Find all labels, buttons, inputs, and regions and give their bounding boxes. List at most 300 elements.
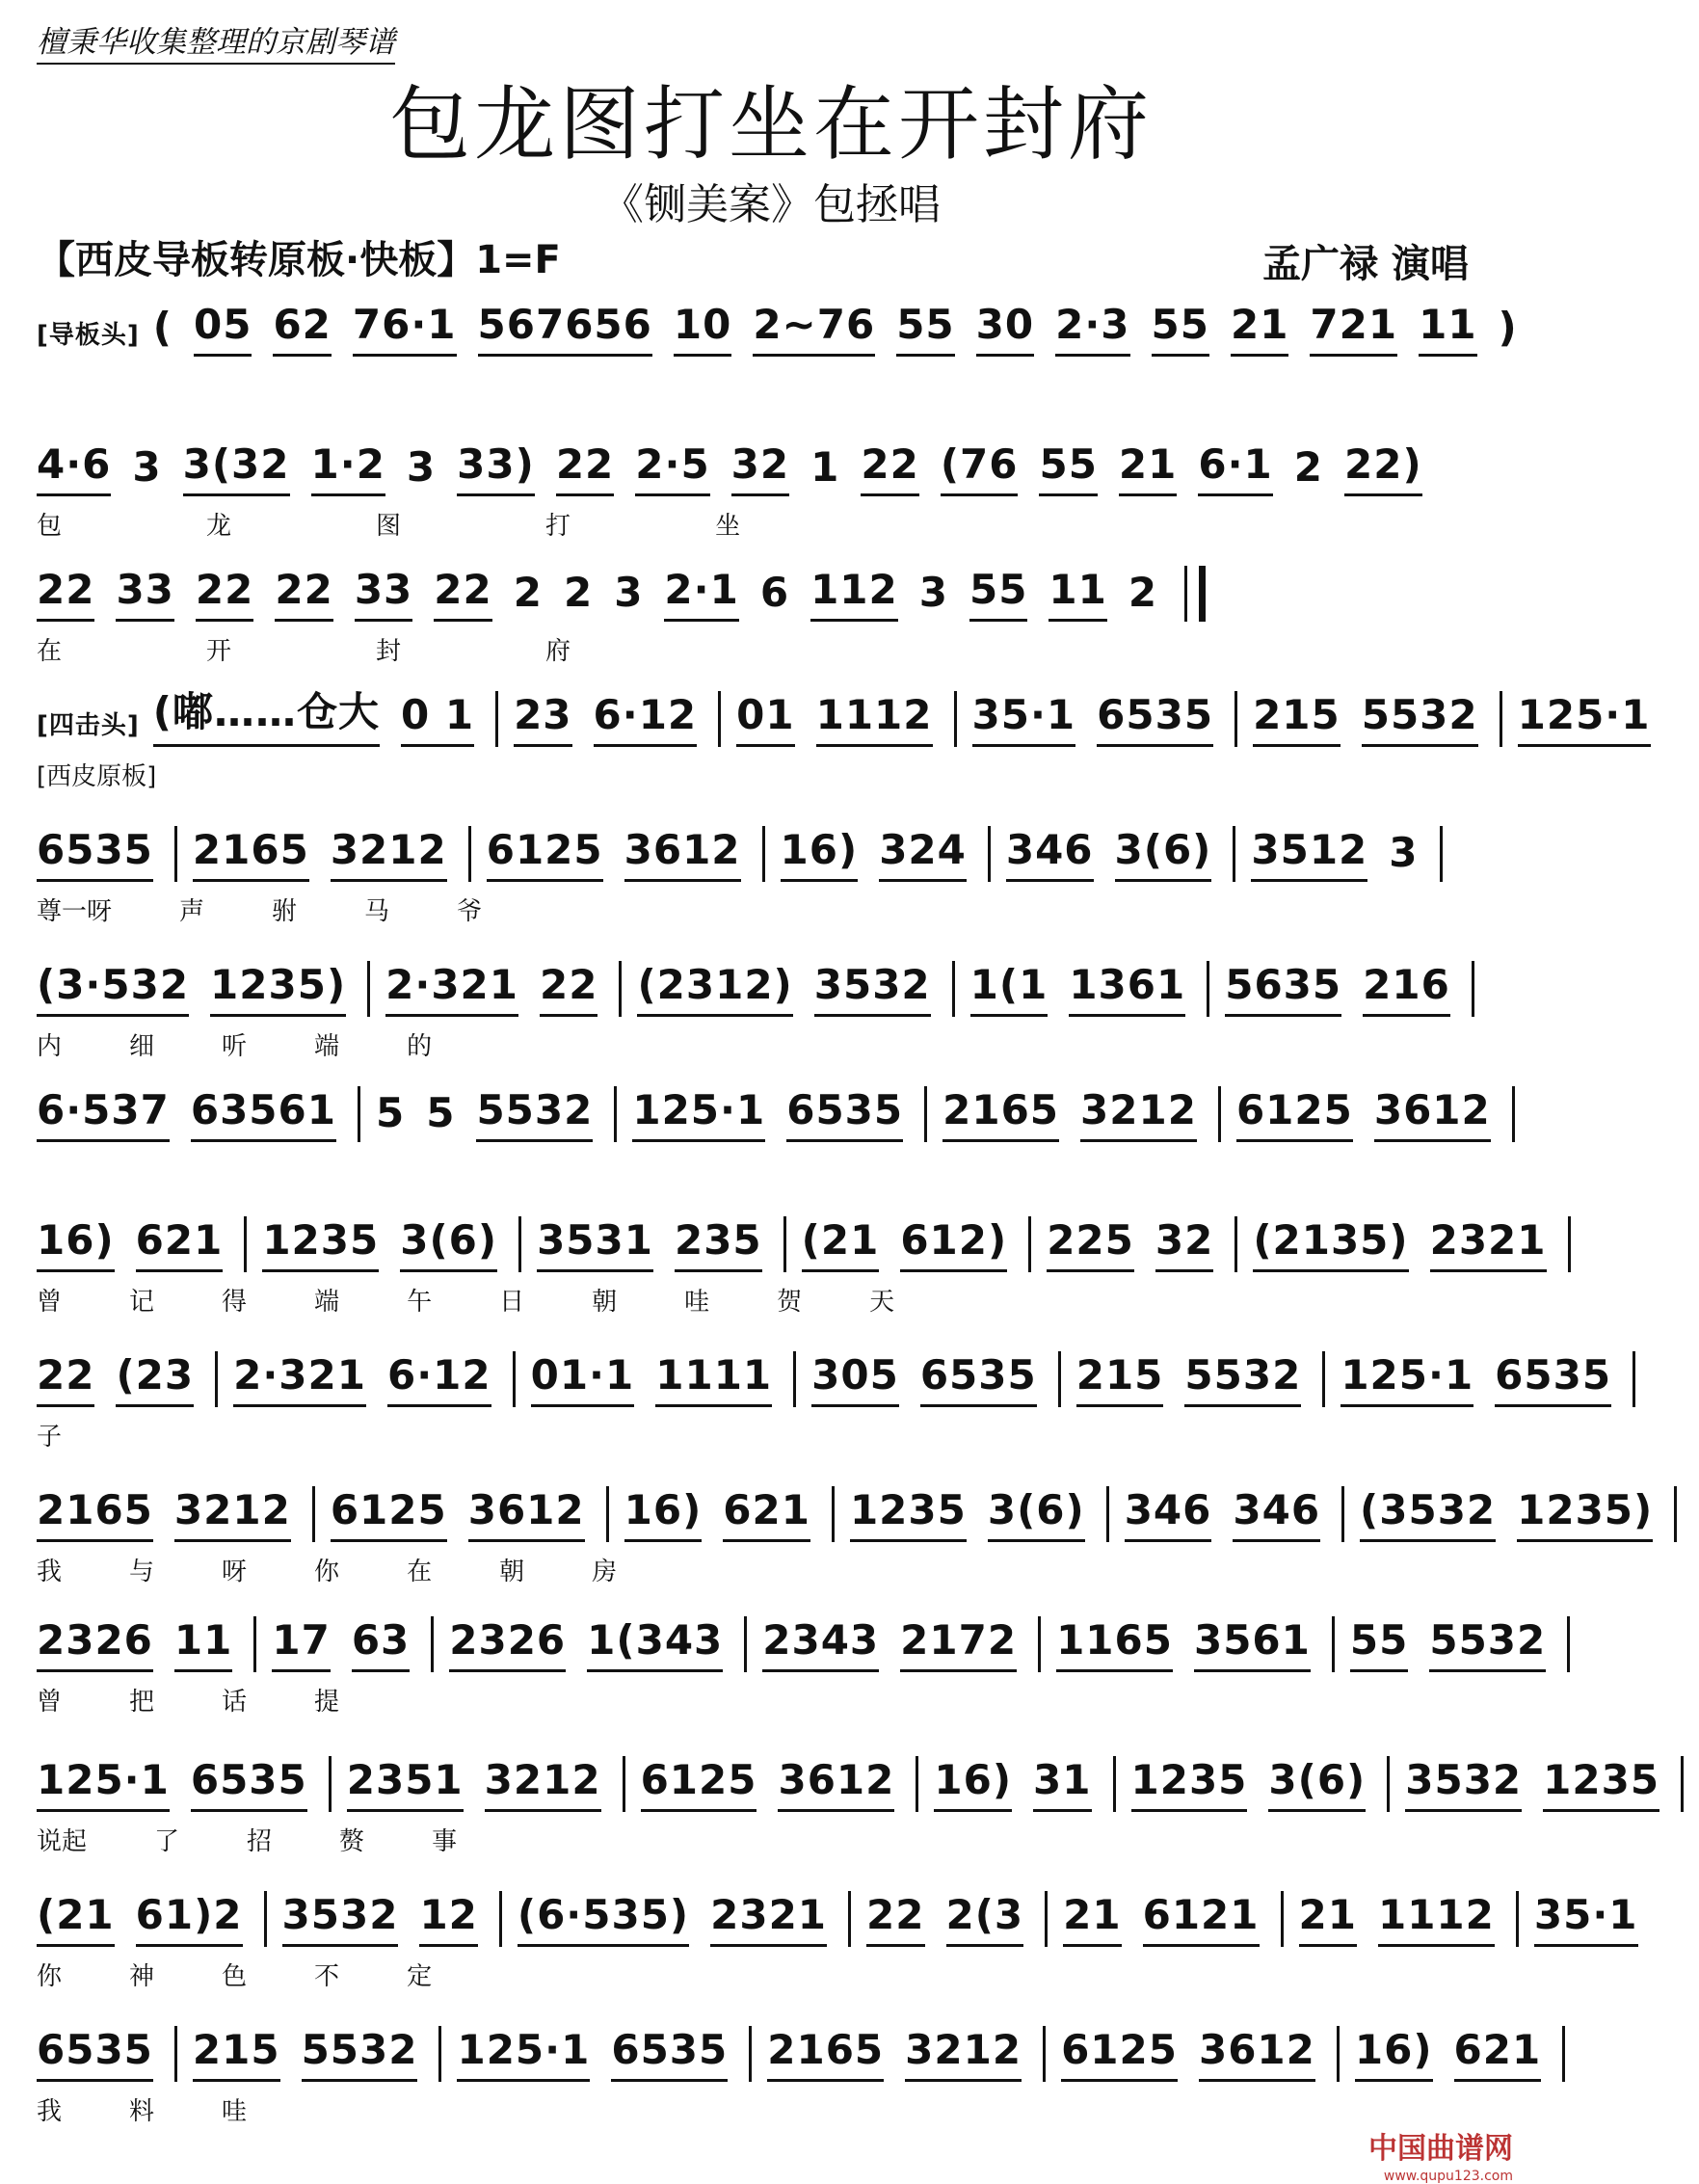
lyric-syllable: 细 bbox=[129, 1032, 155, 1061]
note-group: 235 bbox=[675, 1216, 762, 1272]
lyrics-line bbox=[37, 757, 224, 792]
barline bbox=[244, 1216, 247, 1272]
note-group: 6·12 bbox=[387, 1351, 491, 1407]
note-group: 6125 bbox=[487, 826, 603, 882]
note-group: 22 bbox=[275, 566, 332, 622]
barline bbox=[1113, 1756, 1116, 1812]
note-group: 55 bbox=[969, 566, 1027, 622]
note-group: 01 bbox=[736, 691, 794, 747]
barline bbox=[1500, 691, 1502, 747]
note-group: 6 bbox=[759, 569, 790, 616]
note-group: (23 bbox=[116, 1351, 194, 1407]
lyric-syllable: 曾 bbox=[37, 1288, 63, 1317]
note-group: 612) bbox=[900, 1216, 1007, 1272]
note-group: 16) bbox=[781, 826, 859, 882]
lyrics-line bbox=[37, 1682, 407, 1718]
lyric-syllable: 封 bbox=[376, 637, 402, 666]
notation-line bbox=[37, 679, 1672, 747]
note-group: 21 bbox=[1299, 1891, 1357, 1947]
note-group: 3612 bbox=[778, 1756, 894, 1812]
lyric-syllable: 的 bbox=[407, 1032, 433, 1061]
note-group: 1235 bbox=[1543, 1756, 1659, 1812]
note-group: 1235 bbox=[1131, 1756, 1248, 1812]
note-group: 5532 bbox=[1429, 1616, 1546, 1672]
barline bbox=[253, 1616, 256, 1672]
note-group: 6125 bbox=[641, 1756, 757, 1812]
notation-line bbox=[37, 554, 1206, 622]
lyric-syllable: 爷 bbox=[457, 897, 483, 926]
note-group: (3·532 bbox=[37, 961, 189, 1017]
lyric-syllable: 午 bbox=[407, 1288, 433, 1317]
barline bbox=[718, 691, 721, 747]
note-group: 1(343 bbox=[587, 1616, 723, 1672]
note-group: 3612 bbox=[1199, 2026, 1315, 2082]
lyrics-line bbox=[37, 631, 715, 667]
note-group: 12 bbox=[419, 1891, 477, 1947]
barline bbox=[1332, 1616, 1335, 1672]
note-group: 2 bbox=[1128, 569, 1158, 616]
barline bbox=[431, 1616, 434, 1672]
note-group: 3212 bbox=[1080, 1086, 1197, 1142]
note-group: 3 bbox=[406, 443, 437, 491]
note-group: 2343 bbox=[762, 1616, 879, 1672]
note-group: 125·1 bbox=[457, 2026, 590, 2082]
barline bbox=[1633, 1351, 1635, 1407]
lyrics-line bbox=[37, 1552, 684, 1587]
lyric-syllable: 内 bbox=[37, 1032, 63, 1061]
note-group: 1235) bbox=[210, 961, 346, 1017]
note-group: 3212 bbox=[485, 1756, 601, 1812]
barline bbox=[952, 961, 955, 1017]
page-title: 包龙图打坐在开封府 bbox=[388, 77, 1153, 172]
barline bbox=[848, 1891, 851, 1947]
barline bbox=[793, 1351, 796, 1407]
lyric-syllable: 哇 bbox=[684, 1288, 710, 1317]
lyric-syllable: 记 bbox=[129, 1288, 155, 1317]
barline bbox=[1516, 1891, 1519, 1947]
barline bbox=[1337, 2026, 1340, 2082]
note-group: 2·321 bbox=[385, 961, 518, 1017]
lyrics-line bbox=[37, 1282, 962, 1318]
barline bbox=[1207, 961, 1209, 1017]
note-group: 63561 bbox=[191, 1086, 336, 1142]
note-group: 76·1 bbox=[353, 301, 457, 357]
barline bbox=[1058, 1351, 1061, 1407]
lyric-syllable: 得 bbox=[222, 1288, 248, 1317]
notation-line bbox=[37, 1605, 1585, 1672]
notation-line bbox=[37, 429, 1444, 496]
barline bbox=[1234, 1216, 1237, 1272]
note-group: 1235 bbox=[850, 1486, 967, 1542]
note-group: 6535 bbox=[611, 2026, 728, 2082]
note-group: 6121 bbox=[1143, 1891, 1260, 1947]
note-group: 33 bbox=[116, 566, 173, 622]
barline bbox=[1218, 1086, 1221, 1142]
note-group: (21 bbox=[802, 1216, 880, 1272]
barline bbox=[783, 1216, 786, 1272]
note-group: 22 bbox=[37, 566, 94, 622]
barline bbox=[1106, 1486, 1109, 1542]
lyric-syllable: 提 bbox=[314, 1688, 340, 1717]
note-group: 3612 bbox=[1374, 1086, 1491, 1142]
note-group: 125·1 bbox=[632, 1086, 765, 1142]
barline bbox=[606, 1486, 609, 1542]
lyrics-line bbox=[37, 1957, 499, 1992]
note-group: 22 bbox=[540, 961, 597, 1017]
lyric-syllable: 端 bbox=[314, 1032, 340, 1061]
barline bbox=[1674, 1486, 1677, 1542]
lyrics-line bbox=[37, 2091, 314, 2127]
barline bbox=[1234, 691, 1237, 747]
notation-line bbox=[37, 1075, 1530, 1142]
notation-line bbox=[37, 949, 1490, 1017]
barline bbox=[1681, 1756, 1684, 1812]
barline bbox=[438, 2026, 441, 2082]
lyric-syllable: 哇 bbox=[222, 2097, 248, 2126]
barline bbox=[312, 1486, 315, 1542]
barline bbox=[988, 826, 991, 882]
lyrics-line bbox=[37, 1822, 524, 1857]
note-group: 11 bbox=[1419, 301, 1476, 357]
barline bbox=[1322, 1351, 1325, 1407]
note-group: 16) bbox=[934, 1756, 1012, 1812]
barline bbox=[619, 961, 622, 1017]
note-group: 5532 bbox=[1184, 1351, 1301, 1407]
lyric-syllable: 天 bbox=[869, 1288, 895, 1317]
notation-line bbox=[37, 814, 1458, 882]
barline bbox=[495, 691, 498, 747]
note-group: 2165 bbox=[193, 826, 309, 882]
note-group: 33) bbox=[457, 440, 535, 496]
note-group: 55 bbox=[1152, 301, 1209, 357]
barline bbox=[367, 961, 370, 1017]
note-group: 6125 bbox=[1061, 2026, 1178, 2082]
note-group: 2165 bbox=[767, 2026, 884, 2082]
note-group: 63 bbox=[352, 1616, 410, 1672]
lyric-syllable: 子 bbox=[37, 1423, 63, 1452]
notation-line bbox=[37, 289, 1539, 357]
note-group: 2·3 bbox=[1055, 301, 1129, 357]
note-group: 22 bbox=[861, 440, 918, 496]
note-group: 21 bbox=[1063, 1891, 1121, 1947]
lyrics-line bbox=[37, 1417, 129, 1452]
watermark-url: www.qupu123.com bbox=[1383, 2169, 1513, 2184]
note-group: 3531 bbox=[537, 1216, 653, 1272]
note-group: 5532 bbox=[1362, 691, 1478, 747]
note-group: (76 bbox=[941, 440, 1019, 496]
barline bbox=[1567, 1616, 1570, 1672]
note-group: 1·2 bbox=[311, 440, 385, 496]
barline bbox=[1043, 2026, 1046, 2082]
note-group: 215 bbox=[193, 2026, 280, 2082]
notation-line bbox=[37, 2014, 1580, 2082]
barline bbox=[1562, 2026, 1565, 2082]
note-group: 55 bbox=[896, 301, 954, 357]
note-group: 11 bbox=[174, 1616, 232, 1672]
section-tag: [导板头] bbox=[37, 321, 140, 350]
note-group: 621 bbox=[1454, 2026, 1542, 2082]
note-group: 6535 bbox=[1097, 691, 1213, 747]
watermark-logo: 中国曲谱网 bbox=[1368, 2132, 1513, 2166]
note-group: (6·535) bbox=[518, 1891, 689, 1947]
note-group: 62 bbox=[273, 301, 331, 357]
note-group: 346 bbox=[1006, 826, 1094, 882]
lyric-syllable: 不 bbox=[314, 1962, 340, 1991]
note-group: 31 bbox=[1033, 1756, 1091, 1812]
note-group: 1112 bbox=[816, 691, 933, 747]
note-group: 3212 bbox=[331, 826, 447, 882]
note-group: 3532 bbox=[1405, 1756, 1522, 1812]
lyric-syllable: 定 bbox=[407, 1962, 433, 1991]
note-group: 35·1 bbox=[972, 691, 1076, 747]
barline bbox=[954, 691, 957, 747]
note-group: 5532 bbox=[302, 2026, 418, 2082]
note-group: 2~76 bbox=[753, 301, 875, 357]
note-group: 6535 bbox=[786, 1086, 903, 1142]
note-group: 2165 bbox=[37, 1486, 153, 1542]
lyric-syllable: 我 bbox=[37, 2097, 63, 2126]
note-group: 61)2 bbox=[136, 1891, 243, 1947]
note-group: 16) bbox=[1355, 2026, 1433, 2082]
notation-line bbox=[37, 1205, 1586, 1272]
note-group: 3 bbox=[132, 443, 162, 491]
note-group: 23 bbox=[514, 691, 571, 747]
note-group: 2 bbox=[513, 569, 543, 616]
note-group: (2135) bbox=[1253, 1216, 1408, 1272]
lyric-syllable: 尊一呀 bbox=[37, 897, 113, 926]
note-group: 2165 bbox=[942, 1086, 1059, 1142]
note-group: 22) bbox=[1344, 440, 1422, 496]
note-group: 3532 bbox=[814, 961, 931, 1017]
barline bbox=[916, 1756, 918, 1812]
lyric-syllable: 声 bbox=[179, 897, 205, 926]
barline bbox=[468, 826, 471, 882]
note-group: 17 bbox=[272, 1616, 330, 1672]
lyric-syllable: 开 bbox=[206, 637, 232, 666]
lyric-syllable: 赘 bbox=[339, 1827, 365, 1856]
barline bbox=[499, 1891, 502, 1947]
note-group: 2·321 bbox=[233, 1351, 366, 1407]
note-group: 225 bbox=[1047, 1216, 1134, 1272]
note-group: 30 bbox=[976, 301, 1034, 357]
lyric-syllable: 房 bbox=[592, 1558, 618, 1586]
lyric-syllable: 府 bbox=[545, 637, 571, 666]
note-group: 2321 bbox=[1430, 1216, 1547, 1272]
note-group: 21 bbox=[1119, 440, 1177, 496]
note-group: 33 bbox=[355, 566, 412, 622]
note-group: (2312) bbox=[637, 961, 792, 1017]
note-group: 125·1 bbox=[1341, 1351, 1473, 1407]
note-group: 3(6) bbox=[1115, 826, 1212, 882]
note-group: 11 bbox=[1049, 566, 1106, 622]
note-group: 3(6) bbox=[1268, 1756, 1366, 1812]
final-barline bbox=[1184, 566, 1206, 622]
note-group: 55 bbox=[1350, 1616, 1408, 1672]
note-group: 2321 bbox=[710, 1891, 827, 1947]
barline bbox=[264, 1891, 267, 1947]
note-group: 1111 bbox=[655, 1351, 772, 1407]
lyric-syllable: 把 bbox=[129, 1688, 155, 1717]
note-group: 6125 bbox=[331, 1486, 447, 1542]
barline bbox=[749, 2026, 752, 2082]
barline bbox=[174, 826, 177, 882]
note-group: 10 bbox=[674, 301, 731, 357]
note-group: 346 bbox=[1233, 1486, 1320, 1542]
collector-credit: 檀秉华收集整理的京剧琴谱 bbox=[37, 17, 395, 65]
note-group: 346 bbox=[1125, 1486, 1212, 1542]
lyric-syllable: 说起 bbox=[37, 1827, 88, 1856]
note-group: 6535 bbox=[191, 1756, 307, 1812]
note-group: 2351 bbox=[347, 1756, 464, 1812]
lyric-syllable: 你 bbox=[314, 1558, 340, 1586]
barline bbox=[513, 1351, 516, 1407]
note-group: 5635 bbox=[1225, 961, 1341, 1017]
note-group: ) bbox=[1498, 304, 1518, 351]
note-group: ( bbox=[152, 304, 173, 351]
note-group: 22 bbox=[434, 566, 491, 622]
singer-credit: 孟广禄 演唱 bbox=[1262, 242, 1469, 286]
lyric-syllable: 在 bbox=[37, 637, 63, 666]
note-group: 125·1 bbox=[1518, 691, 1651, 747]
lyric-syllable: 呀 bbox=[222, 1558, 248, 1586]
lyric-syllable: 朝 bbox=[592, 1288, 618, 1317]
note-group: 305 bbox=[811, 1351, 899, 1407]
barline bbox=[832, 1486, 835, 1542]
note-group: 1(1 bbox=[970, 961, 1049, 1017]
barline bbox=[215, 1351, 218, 1407]
lyric-syllable: 了 bbox=[154, 1827, 180, 1856]
lyric-syllable: 端 bbox=[314, 1288, 340, 1317]
note-group: 5 bbox=[375, 1089, 406, 1136]
note-group: 6125 bbox=[1236, 1086, 1353, 1142]
lyric-syllable: 龙 bbox=[206, 512, 232, 541]
note-group: 55 bbox=[1039, 440, 1097, 496]
note-group: 3212 bbox=[174, 1486, 291, 1542]
note-group: (21 bbox=[37, 1891, 115, 1947]
note-group: 2 bbox=[563, 569, 594, 616]
lyric-syllable: 打 bbox=[545, 512, 571, 541]
note-group: 3 bbox=[1389, 829, 1419, 876]
note-group: 2326 bbox=[449, 1616, 566, 1672]
notation-line bbox=[37, 1340, 1651, 1407]
lyrics-line bbox=[37, 1026, 499, 1062]
key-and-mode: 【西皮导板转原板·快板】1=F bbox=[37, 238, 561, 282]
barline bbox=[329, 1756, 332, 1812]
note-group: (嘟……仓大 bbox=[153, 680, 380, 747]
note-group: 721 bbox=[1310, 301, 1397, 357]
barline bbox=[614, 1086, 617, 1142]
barline bbox=[1038, 1616, 1041, 1672]
barline bbox=[358, 1086, 360, 1142]
note-group: 1165 bbox=[1056, 1616, 1173, 1672]
lyric-syllable: 曾 bbox=[37, 1688, 63, 1717]
lyrics-line bbox=[37, 892, 549, 927]
barline bbox=[518, 1216, 521, 1272]
lyric-syllable: 日 bbox=[499, 1288, 525, 1317]
note-group: 3612 bbox=[468, 1486, 585, 1542]
lyric-syllable: 与 bbox=[129, 1558, 155, 1586]
barline bbox=[623, 1756, 625, 1812]
note-group: 1361 bbox=[1069, 961, 1185, 1017]
note-group: 621 bbox=[723, 1486, 810, 1542]
note-group: 324 bbox=[879, 826, 967, 882]
note-group: 3(6) bbox=[988, 1486, 1085, 1542]
note-group: 215 bbox=[1253, 691, 1341, 747]
note-group: 6535 bbox=[37, 2026, 153, 2082]
note-group: 22 bbox=[866, 1891, 924, 1947]
note-group: 2172 bbox=[900, 1616, 1017, 1672]
lyric-syllable: 马 bbox=[364, 897, 390, 926]
note-group: 3 bbox=[918, 569, 948, 616]
lyric-syllable: 包 bbox=[37, 512, 63, 541]
lyric-syllable: 朝 bbox=[499, 1558, 525, 1586]
note-group: 6·12 bbox=[594, 691, 698, 747]
note-group: 1 bbox=[810, 443, 840, 491]
lyric-syllable: 坐 bbox=[715, 512, 741, 541]
lyric-syllable: 你 bbox=[37, 1962, 63, 1991]
note-group: 567656 bbox=[478, 301, 652, 357]
barline bbox=[744, 1616, 747, 1672]
note-group: 5532 bbox=[476, 1086, 593, 1142]
lyric-syllable: [西皮原板] bbox=[37, 762, 157, 791]
note-group: 01·1 bbox=[531, 1351, 635, 1407]
lyric-syllable: 图 bbox=[376, 512, 402, 541]
note-group: 32 bbox=[1155, 1216, 1213, 1272]
note-group: 0 1 bbox=[401, 691, 474, 747]
lyric-syllable: 色 bbox=[222, 1962, 248, 1991]
note-group: 22 bbox=[556, 440, 614, 496]
note-group: 2·5 bbox=[635, 440, 709, 496]
note-group: 125·1 bbox=[37, 1756, 170, 1812]
note-group: 5 bbox=[426, 1089, 456, 1136]
note-group: 3(6) bbox=[400, 1216, 497, 1272]
barline bbox=[1512, 1086, 1515, 1142]
note-group: 05 bbox=[194, 301, 252, 357]
note-group: 216 bbox=[1363, 961, 1450, 1017]
note-group: 1112 bbox=[1378, 1891, 1495, 1947]
barline bbox=[1341, 1486, 1344, 1542]
note-group: 22 bbox=[196, 566, 253, 622]
note-group: 215 bbox=[1076, 1351, 1164, 1407]
note-group: 2(3 bbox=[946, 1891, 1024, 1947]
barline bbox=[1472, 961, 1474, 1017]
section-tag: [四击头] bbox=[37, 711, 140, 740]
lyric-syllable: 贺 bbox=[777, 1288, 803, 1317]
barline bbox=[924, 1086, 927, 1142]
note-group: 6·537 bbox=[37, 1086, 170, 1142]
note-group: 3512 bbox=[1251, 826, 1367, 882]
note-group: 6535 bbox=[37, 826, 153, 882]
barline bbox=[1028, 1216, 1031, 1272]
barline bbox=[1387, 1756, 1390, 1812]
barline bbox=[1233, 826, 1235, 882]
note-group: 6·1 bbox=[1198, 440, 1272, 496]
note-group: 4·6 bbox=[37, 440, 111, 496]
lyric-syllable: 料 bbox=[129, 2097, 155, 2126]
note-group: 2326 bbox=[37, 1616, 153, 1672]
lyric-syllable: 神 bbox=[129, 1962, 155, 1991]
lyric-syllable: 事 bbox=[432, 1827, 458, 1856]
note-group: 1235) bbox=[1517, 1486, 1653, 1542]
note-group: 6535 bbox=[1495, 1351, 1611, 1407]
barline bbox=[1045, 1891, 1048, 1947]
note-group: 3561 bbox=[1194, 1616, 1311, 1672]
notation-line bbox=[37, 1475, 1692, 1542]
note-group: 2 bbox=[1293, 443, 1324, 491]
lyrics-line bbox=[37, 506, 885, 542]
note-group: 35·1 bbox=[1534, 1891, 1638, 1947]
note-group: 3212 bbox=[905, 2026, 1022, 2082]
